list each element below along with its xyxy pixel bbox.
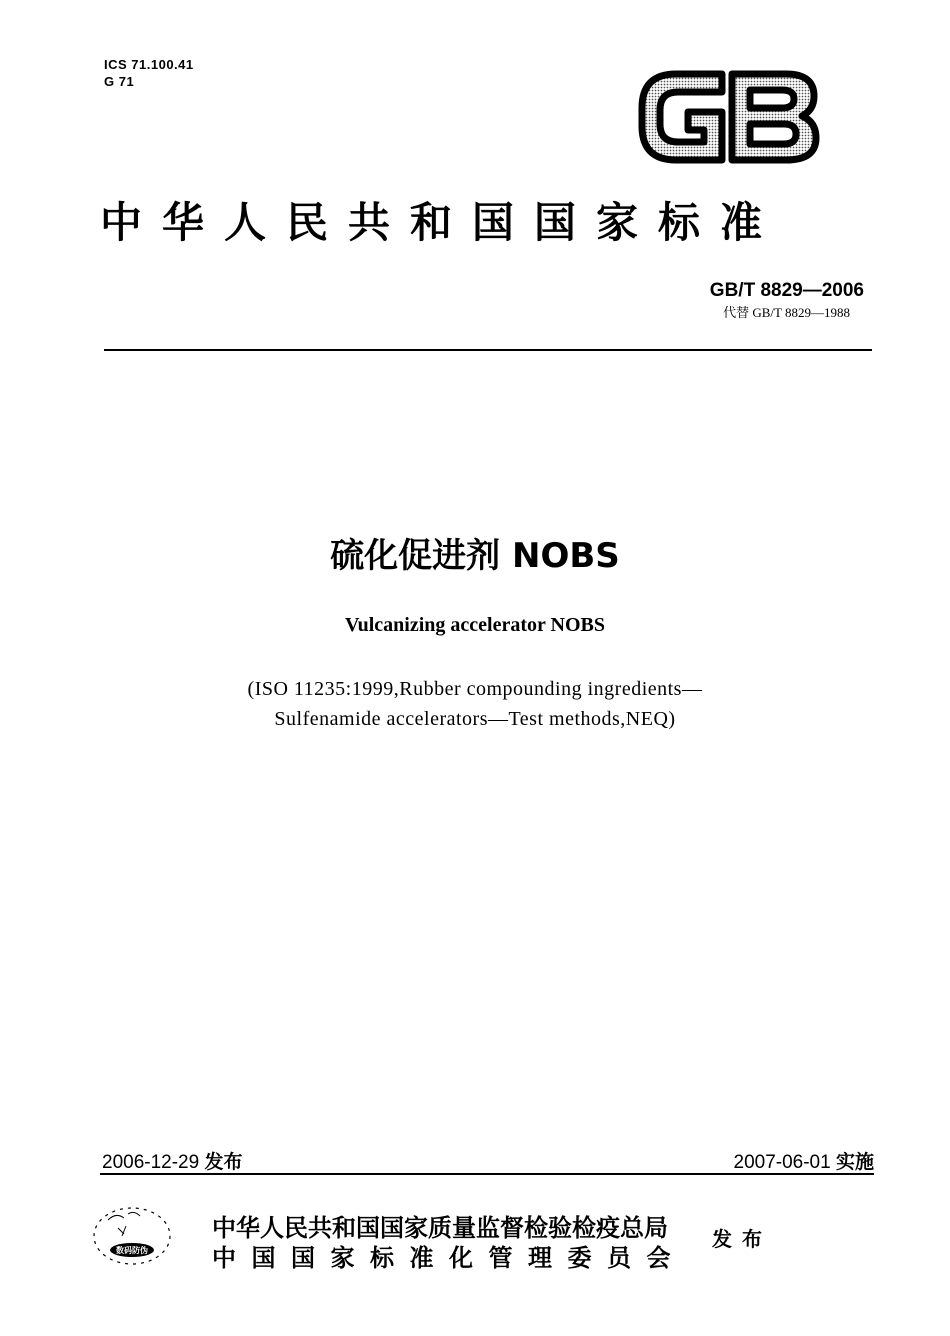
iso-reference-line1: (ISO 11235:1999,Rubber compounding ingredients— — [247, 678, 703, 700]
issue-label: 发布 — [712, 1227, 772, 1251]
ccs-code: G 71 — [104, 74, 135, 89]
implement-date — [734, 1147, 875, 1174]
document-title-cn: 硫化促进剂 NOBS — [330, 536, 620, 576]
classification-codes — [104, 56, 194, 90]
publish-date-value: 2006-12-29 — [102, 1152, 200, 1173]
national-standard-title: 中华人民共和国国家标准 — [100, 198, 783, 247]
issuer-sac: 中国国家标准化管理委员会 — [212, 1243, 686, 1272]
implement-date-value: 2007-06-01 — [733, 1152, 831, 1173]
standard-code: GB/T 8829—2006 — [709, 280, 864, 301]
publish-date — [102, 1147, 243, 1174]
gb-logo — [636, 68, 822, 166]
header-divider — [104, 349, 872, 351]
document-title-en: Vulcanizing accelerator NOBS — [345, 614, 605, 636]
iso-reference-line2: Sulfenamide accelerators—Test methods,NEQ) — [274, 708, 676, 730]
issuer-aqsiq: 中华人民共和国国家质量监督检验检疫总局 — [212, 1213, 668, 1242]
implement-label: 实施 — [835, 1151, 874, 1173]
seal-text: 数码防伪 — [116, 1246, 148, 1255]
footer-divider — [100, 1173, 874, 1175]
replaced-standard: 代替 GB/T 8829—1988 — [723, 305, 850, 320]
publish-label: 发布 — [204, 1151, 243, 1173]
ics-code: ICS 71.100.41 — [104, 57, 194, 72]
anti-counterfeit-seal — [88, 1200, 176, 1272]
